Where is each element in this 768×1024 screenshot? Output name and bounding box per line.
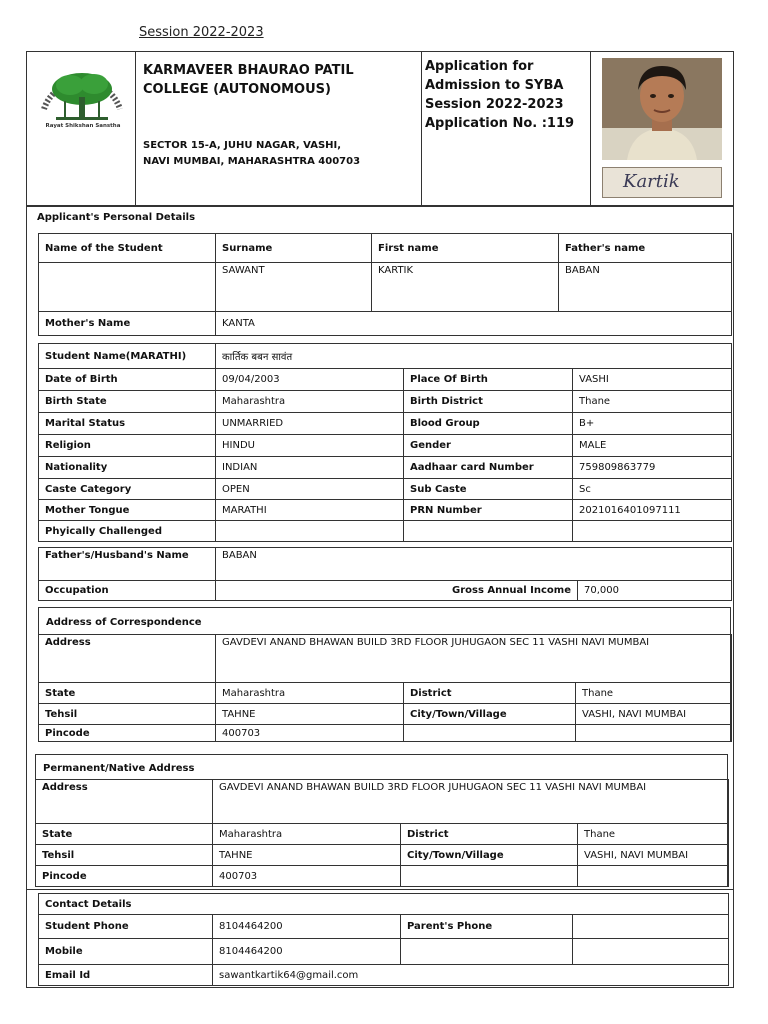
parent-phone-value: [573, 915, 729, 939]
pincode-label: Pincode: [39, 725, 216, 742]
detail-value: B+: [573, 413, 732, 435]
empty-cell: [404, 725, 576, 742]
state-label: State: [39, 683, 216, 704]
tehsil-value: TAHNE: [216, 704, 404, 725]
college-name-line: KARMAVEER BHAURAO PATIL: [143, 63, 354, 78]
firstname-value: KARTIK: [372, 263, 559, 312]
permanent-table: [35, 779, 729, 887]
marathi-name-value: कार्तिक बबन सावंत: [216, 344, 732, 369]
detail-label: Religion: [39, 435, 216, 457]
mother-value: KANTA: [216, 312, 732, 336]
detail-value: Sc: [573, 479, 732, 500]
contact-title: Contact Details: [39, 894, 729, 915]
detail-value: MALE: [573, 435, 732, 457]
empty-cell: [401, 866, 578, 887]
surname-label: Surname: [216, 234, 372, 263]
detail-value: 2021016401097111: [573, 500, 732, 521]
surname-value: SAWANT: [216, 263, 372, 312]
student-phone-value: 8104464200: [213, 915, 401, 939]
signature-text: Kartik: [623, 171, 680, 192]
name-table: [38, 233, 732, 312]
college-name: [143, 61, 413, 99]
parent-phone-label: Parent's Phone: [401, 915, 573, 939]
college-name-line: COLLEGE (AUTONOMOUS): [143, 82, 331, 97]
mother-table: [38, 311, 732, 336]
student-photo: [602, 58, 722, 160]
detail-label: Date of Birth: [39, 369, 216, 391]
permanent-title: Permanent/Native Address: [43, 763, 195, 774]
detail-value: INDIAN: [216, 457, 404, 479]
detail-label: Nationality: [39, 457, 216, 479]
personal-details-table: [38, 343, 732, 542]
header-divider: [590, 51, 591, 205]
mother-label: Mother's Name: [39, 312, 216, 336]
college-address-line: SECTOR 15-A, JUHU NAGAR, VASHI,: [143, 140, 342, 151]
detail-value: 759809863779: [573, 457, 732, 479]
detail-value: UNMARRIED: [216, 413, 404, 435]
district-label: District: [404, 683, 576, 704]
detail-label: Mother Tongue: [39, 500, 216, 521]
email-label: Email Id: [39, 965, 213, 986]
city-value: VASHI, NAVI MUMBAI: [578, 845, 729, 866]
detail-value: [573, 521, 732, 542]
address-value: GAVDEVI ANAND BHAWAN BUILD 3RD FLOOR JUHUGAON SEC 11 VASHI NAVI MUMBAI: [213, 780, 729, 824]
detail-value: 09/04/2003: [216, 369, 404, 391]
personal-details-title: Applicant's Personal Details: [37, 212, 196, 223]
empty-cell: [573, 939, 729, 965]
contact-divider: [26, 889, 734, 890]
application-number: Application No. :119: [425, 116, 575, 131]
detail-value: OPEN: [216, 479, 404, 500]
detail-value: Thane: [573, 391, 732, 413]
state-label: State: [36, 824, 213, 845]
marathi-name-label: Student Name(MARATHI): [39, 344, 216, 369]
student-phone-label: Student Phone: [39, 915, 213, 939]
college-address: [143, 138, 418, 170]
pincode-value: 400703: [216, 725, 404, 742]
detail-value: Maharashtra: [216, 391, 404, 413]
district-value: Thane: [578, 824, 729, 845]
city-value: VASHI, NAVI MUMBAI: [576, 704, 732, 725]
address-label: Address: [39, 635, 216, 683]
address-label: Address: [36, 780, 213, 824]
detail-label: Place Of Birth: [404, 369, 573, 391]
fathername-label: Father's name: [559, 234, 732, 263]
name-label: Name of the Student: [39, 234, 216, 263]
occupation-label: Occupation: [39, 581, 216, 601]
mobile-value: 8104464200: [213, 939, 401, 965]
correspondence-table: [38, 634, 732, 742]
application-line: Application for: [425, 59, 534, 74]
address-value: GAVDEVI ANAND BHAWAN BUILD 3RD FLOOR JUHUGAON SEC 11 VASHI NAVI MUMBAI: [216, 635, 732, 683]
name-blank-cell: [39, 263, 216, 312]
tehsil-label: Tehsil: [36, 845, 213, 866]
pincode-value: 400703: [213, 866, 401, 887]
detail-value: VASHI: [573, 369, 732, 391]
correspondence-title: Address of Correspondence: [46, 617, 202, 628]
pincode-label: Pincode: [36, 866, 213, 887]
income-label: Gross Annual Income: [452, 585, 571, 596]
father-husband-label: Father's/Husband's Name: [39, 548, 216, 581]
city-label: City/Town/Village: [401, 845, 578, 866]
header-divider: [135, 51, 136, 205]
detail-label: Caste Category: [39, 479, 216, 500]
session-heading: Session 2022-2023: [139, 25, 264, 40]
tehsil-value: TAHNE: [213, 845, 401, 866]
detail-label: PRN Number: [404, 500, 573, 521]
father-table: [38, 547, 732, 601]
state-value: Maharashtra: [216, 683, 404, 704]
detail-label: Gender: [404, 435, 573, 457]
empty-cell: [576, 725, 732, 742]
city-label: City/Town/Village: [404, 704, 576, 725]
state-value: Maharashtra: [213, 824, 401, 845]
mobile-label: Mobile: [39, 939, 213, 965]
district-label: District: [401, 824, 578, 845]
income-value: 70,000: [578, 581, 732, 601]
empty-cell: [401, 939, 573, 965]
detail-value: HINDU: [216, 435, 404, 457]
application-info: [425, 57, 590, 133]
detail-label: Birth District: [404, 391, 573, 413]
email-value: sawantkartik64@gmail.com: [213, 965, 729, 986]
father-husband-value: BABAN: [216, 548, 732, 581]
district-value: Thane: [576, 683, 732, 704]
detail-label: Birth State: [39, 391, 216, 413]
contact-table: [38, 893, 729, 986]
detail-value: MARATHI: [216, 500, 404, 521]
detail-label: Sub Caste: [404, 479, 573, 500]
student-signature: [602, 167, 722, 198]
detail-label: [404, 521, 573, 542]
logo-caption: Rayat Shikshan Sanstha: [45, 123, 121, 129]
application-line: Session 2022-2023: [425, 97, 564, 112]
college-address-line: NAVI MUMBAI, MAHARASHTRA 400703: [143, 156, 361, 167]
fathername-value: BABAN: [559, 263, 732, 312]
detail-label: Aadhaar card Number: [404, 457, 573, 479]
firstname-label: First name: [372, 234, 559, 263]
header-bottom-rule: [26, 205, 734, 207]
application-line: Admission to SYBA: [425, 78, 564, 93]
detail-label: Phyically Challenged: [39, 521, 216, 542]
income-label-cell: [216, 581, 578, 601]
detail-value: [216, 521, 404, 542]
empty-cell: [578, 866, 729, 887]
tehsil-label: Tehsil: [39, 704, 216, 725]
header-divider: [421, 51, 422, 205]
detail-label: Blood Group: [404, 413, 573, 435]
detail-label: Marital Status: [39, 413, 216, 435]
